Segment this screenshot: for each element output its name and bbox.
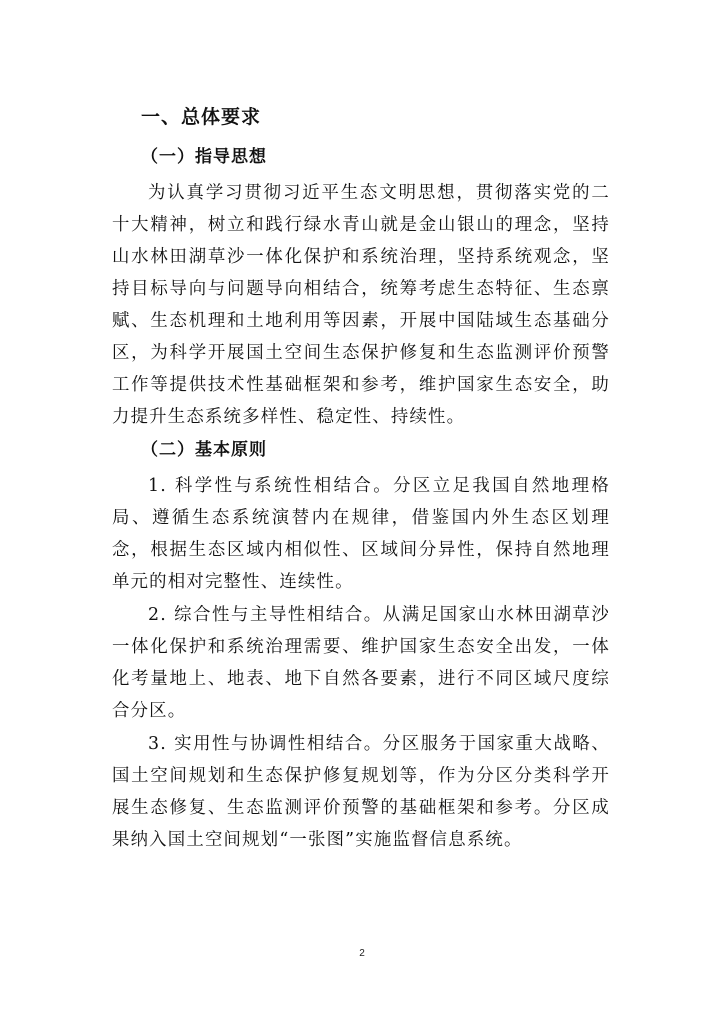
paragraph-principle-1: 1. 科学性与系统性相结合。分区立足我国自然地理格局、遵循生态系统演替内在规律，借鉴国内外生态区划理念，根据生态区域内相似性、区域间分异性，保持自然地理单元的相对完整性、连续性。 [112,476,610,592]
section-title: 一、总体要求 [141,106,262,128]
paragraph-principle-3: 3. 实用性与协调性相结合。分区服务于国家重大战略、国土空间规划和生态保护修复规划等，作为分区分类科学开展生态修复、生态监测评价预警的基础框架和参考。分区成果纳入国土空间规划“一张图”实施监督信息系统。 [112,734,610,850]
page-number: 2 [359,948,365,959]
document-body [112,101,610,857]
subsection-heading-basic-principles: （二）基本原则 [141,440,267,460]
subsection-heading-guiding-ideology: （一）指导思想 [141,147,267,167]
paragraph-guiding-ideology: 为认真学习贯彻习近平生态文明思想，贯彻落实党的二十大精神，树立和践行绿水青山就是金山银山的理念，坚持山水林田湖草沙一体化保护和系统治理，坚持系统观念，坚持目标导向与问题导向相结合，统筹考虑生态特征、生态禀赋、生态机理和土地利用等因素，开展中国陆域生态基础分区，为科学开展国土空间生态保护修复和生态监测评价预警工作等提供技术性基础框架和参考，维护国家生态安全，助力提升生态系统多样性、稳定性、持续性。 [112,183,610,427]
paragraph-principle-2: 2. 综合性与主导性相结合。从满足国家山水林田湖草沙一体化保护和系统治理需要、维护国家生态安全出发，一体化考量地上、地表、地下自然各要素，进行不同区域尺度综合分区。 [112,605,610,721]
